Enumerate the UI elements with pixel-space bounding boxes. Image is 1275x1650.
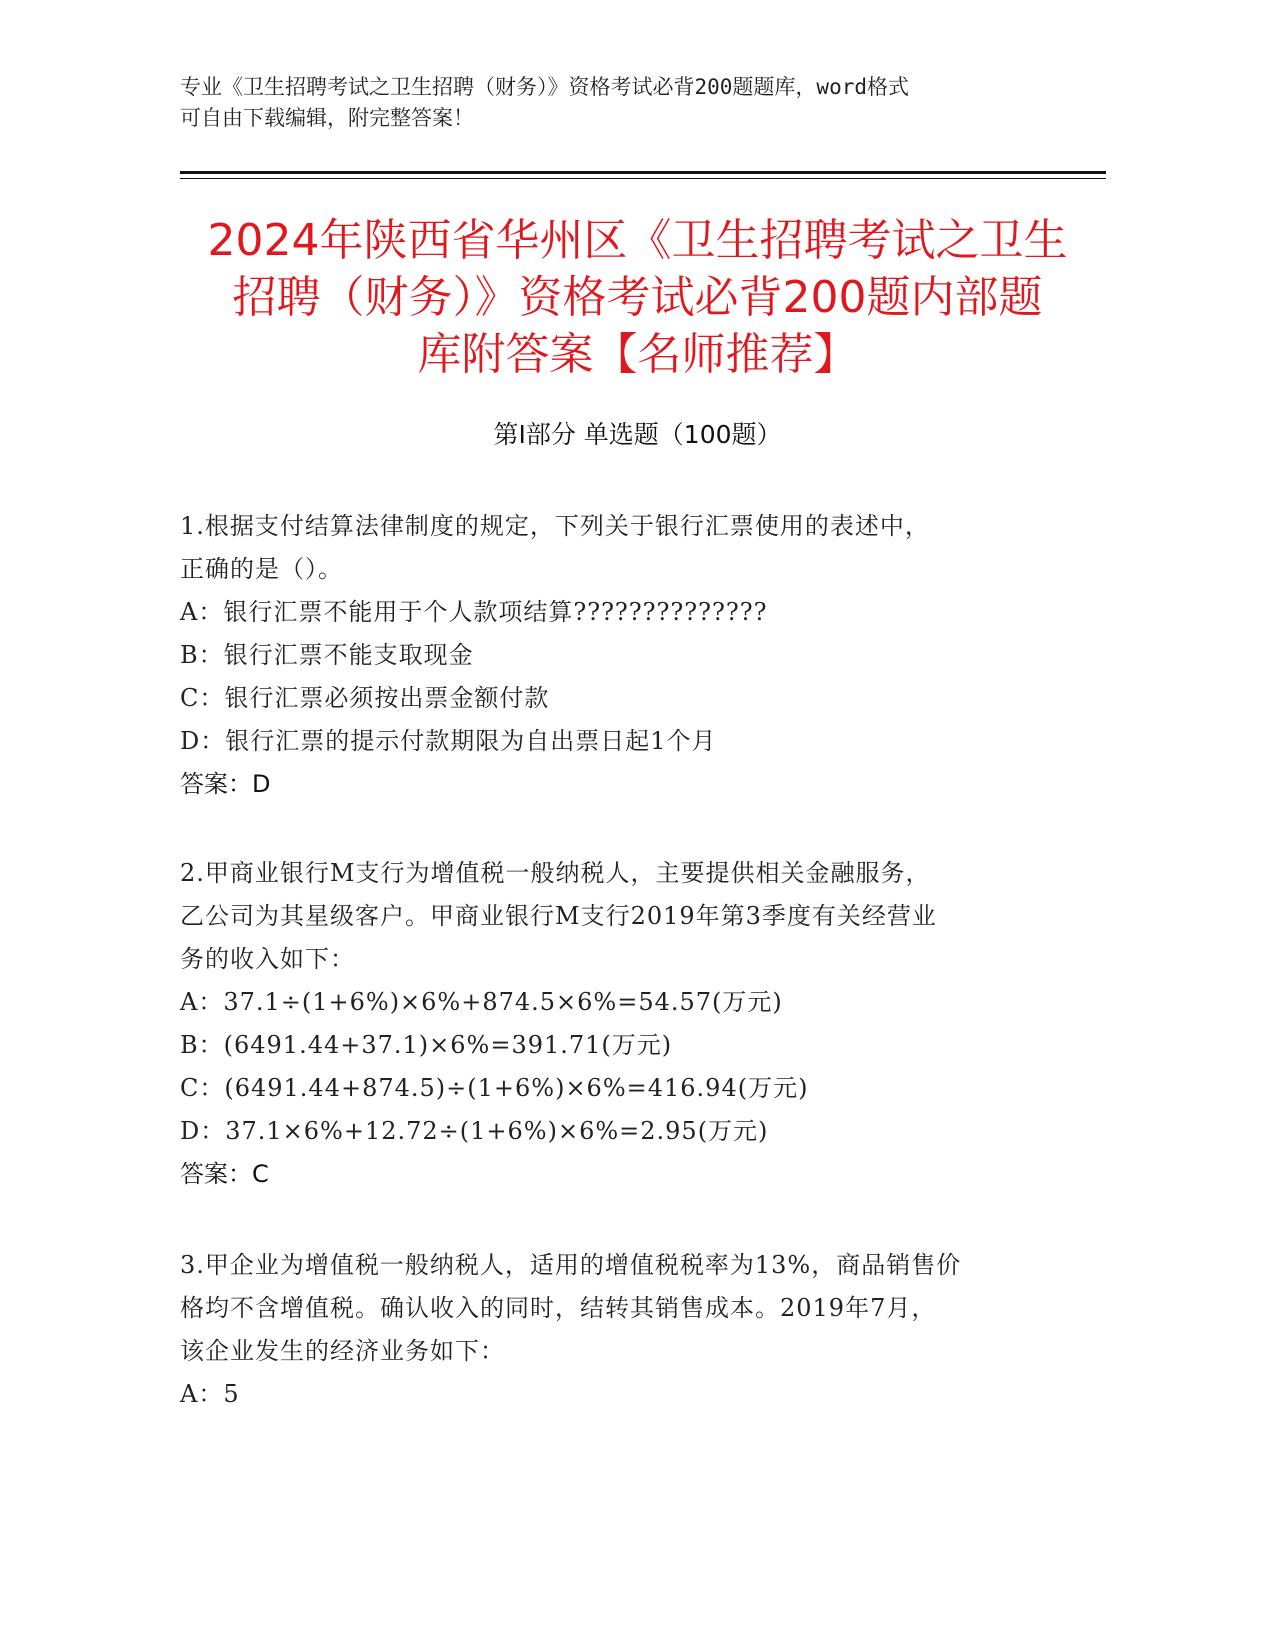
question-stem-line: 乙公司为其星级客户。甲商业银行M支行2019年第3季度有关经营业	[180, 902, 937, 930]
header-note	[180, 72, 1060, 134]
question-stem-line: 1.根据支付结算法律制度的规定，下列关于银行汇票使用的表述中，	[180, 512, 930, 540]
answer-label: 答案：D	[180, 770, 271, 798]
option-b: B：(6491.44+37.1)×6%=391.71(万元)	[180, 1031, 673, 1059]
option-a: A：5	[180, 1380, 240, 1408]
header-note-line-1: 专业《卫生招聘考试之卫生招聘（财务）》资格考试必背200题题库，word格式	[180, 75, 909, 99]
question-stem-line: 2.甲商业银行M支行为增值税一般纳税人，主要提供相关金融服务，	[180, 859, 931, 887]
document-title	[150, 212, 1125, 383]
question-stem-line: 该企业发生的经济业务如下：	[180, 1337, 505, 1365]
question-stem-line: 务的收入如下：	[180, 945, 355, 973]
question-1	[180, 505, 1050, 806]
answer-label: 答案：C	[180, 1160, 269, 1188]
option-b: B：银行汇票不能支取现金	[180, 641, 474, 669]
option-a: A：37.1÷(1+6%)×6%+874.5×6%=54.57(万元)	[180, 988, 783, 1016]
document-title-line-1: 2024年陕西省华州区《卫生招聘考试之卫生	[207, 215, 1068, 266]
question-2	[180, 852, 1050, 1196]
document-title-line-2: 招聘（财务）》资格考试必背200题内部题	[232, 272, 1043, 323]
option-d: D：37.1×6%+12.72÷(1+6%)×6%=2.95(万元)	[180, 1117, 769, 1145]
question-stem-line: 正确的是（）。	[180, 555, 343, 583]
option-d: D：银行汇票的提示付款期限为自出票日起1个月	[180, 727, 717, 755]
option-a: A：银行汇票不能用于个人款项结算??????????????	[180, 598, 768, 626]
question-stem-line: 格均不含增值税。确认收入的同时，结转其销售成本。2019年7月，	[180, 1294, 937, 1322]
question-stem-line: 3.甲企业为增值税一般纳税人，适用的增值税税率为13%，商品销售价	[180, 1251, 962, 1279]
header-divider-thin	[180, 178, 1106, 179]
document-title-line-3: 库附答案【名师推荐】	[417, 329, 858, 380]
section-heading: 第Ⅰ部分 单选题（100题）	[493, 420, 782, 449]
question-3	[180, 1244, 1050, 1416]
header-note-line-2: 可自由下载编辑，附完整答案！	[180, 106, 474, 130]
option-c: C：(6491.44+874.5)÷(1+6%)×6%=416.94(万元)	[180, 1074, 809, 1102]
option-c: C：银行汇票必须按出票金额付款	[180, 684, 550, 712]
header-divider-thick	[180, 171, 1106, 174]
